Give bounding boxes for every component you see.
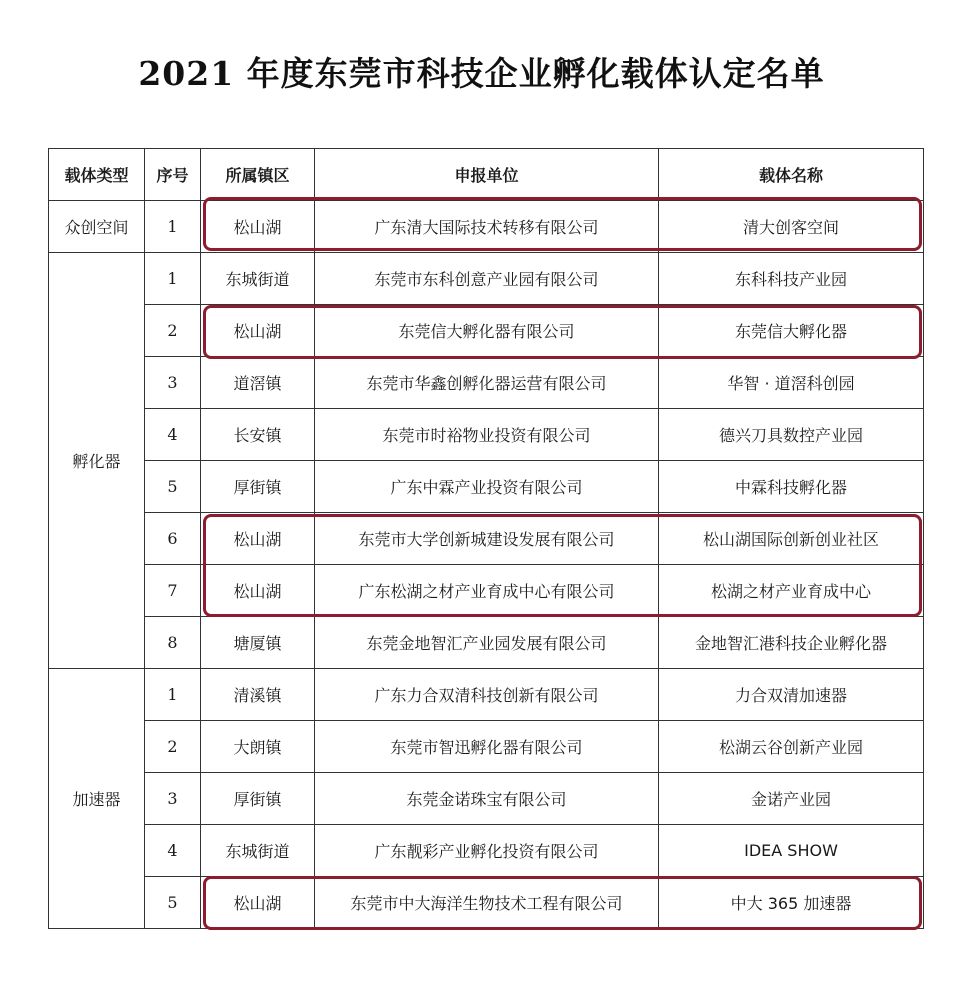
- serial-cell: 6: [145, 513, 201, 565]
- serial-cell: 7: [145, 565, 201, 617]
- table-row: [49, 669, 924, 721]
- carrier-name-cell: 中霖科技孵化器: [659, 461, 924, 513]
- carrier-name-cell: 松湖之材产业育成中心: [659, 565, 924, 617]
- table-row: [49, 409, 924, 461]
- unit-cell: 东莞信大孵化器有限公司: [315, 305, 659, 357]
- carrier-name-cell: 德兴刀具数控产业园: [659, 409, 924, 461]
- town-cell: 清溪镇: [201, 669, 315, 721]
- unit-cell: 东莞市中大海洋生物技术工程有限公司: [315, 877, 659, 929]
- table-row: [49, 513, 924, 565]
- unit-cell: 广东力合双清科技创新有限公司: [315, 669, 659, 721]
- town-cell: 长安镇: [201, 409, 315, 461]
- unit-cell: 东莞市大学创新城建设发展有限公司: [315, 513, 659, 565]
- serial-cell: 3: [145, 357, 201, 409]
- carrier-name-cell: IDEA SHOW: [659, 825, 924, 877]
- town-cell: 东城街道: [201, 253, 315, 305]
- unit-cell: 广东松湖之材产业育成中心有限公司: [315, 565, 659, 617]
- document-title: 2021 年度东莞市科技企业孵化载体认定名单: [138, 54, 825, 93]
- town-cell: 松山湖: [201, 201, 315, 253]
- unit-cell: 东莞市华鑫创孵化器运营有限公司: [315, 357, 659, 409]
- carrier-name-cell: 金地智汇港科技企业孵化器: [659, 617, 924, 669]
- serial-cell: 2: [145, 721, 201, 773]
- incubator-list-table: [48, 148, 924, 929]
- serial-cell: 1: [145, 669, 201, 721]
- group-type-cell: 加速器: [49, 669, 145, 929]
- serial-cell: 1: [145, 201, 201, 253]
- table-row: [49, 773, 924, 825]
- header-carrier-type: 载体类型: [49, 149, 145, 201]
- carrier-name-cell: 金诺产业园: [659, 773, 924, 825]
- serial-cell: 1: [145, 253, 201, 305]
- table-row: [49, 461, 924, 513]
- town-cell: 东城街道: [201, 825, 315, 877]
- carrier-name-cell: 华智 · 道滘科创园: [659, 357, 924, 409]
- town-cell: 道滘镇: [201, 357, 315, 409]
- table-header-row: [49, 149, 924, 201]
- town-cell: 厚街镇: [201, 773, 315, 825]
- table-row: [49, 253, 924, 305]
- unit-cell: 东莞市时裕物业投资有限公司: [315, 409, 659, 461]
- table-row: [49, 617, 924, 669]
- carrier-name-cell: 松湖云谷创新产业园: [659, 721, 924, 773]
- unit-cell: 广东中霖产业投资有限公司: [315, 461, 659, 513]
- table-row: [49, 825, 924, 877]
- serial-cell: 3: [145, 773, 201, 825]
- unit-cell: 东莞市智迅孵化器有限公司: [315, 721, 659, 773]
- unit-cell: 广东靓彩产业孵化投资有限公司: [315, 825, 659, 877]
- table-row: [49, 305, 924, 357]
- serial-cell: 4: [145, 409, 201, 461]
- carrier-name-cell: 松山湖国际创新创业社区: [659, 513, 924, 565]
- town-cell: 松山湖: [201, 565, 315, 617]
- carrier-name-cell: 东科科技产业园: [659, 253, 924, 305]
- town-cell: 松山湖: [201, 305, 315, 357]
- table-row: [49, 201, 924, 253]
- header-serial-number: 序号: [145, 149, 201, 201]
- header-carrier-name: 载体名称: [659, 149, 924, 201]
- unit-cell: 东莞金地智汇产业园发展有限公司: [315, 617, 659, 669]
- town-cell: 厚街镇: [201, 461, 315, 513]
- table-row: [49, 565, 924, 617]
- table-row: [49, 877, 924, 929]
- unit-cell: 东莞金诺珠宝有限公司: [315, 773, 659, 825]
- serial-cell: 2: [145, 305, 201, 357]
- town-cell: 大朗镇: [201, 721, 315, 773]
- town-cell: 塘厦镇: [201, 617, 315, 669]
- carrier-name-cell: 力合双清加速器: [659, 669, 924, 721]
- unit-cell: 广东清大国际技术转移有限公司: [315, 201, 659, 253]
- carrier-name-cell: 清大创客空间: [659, 201, 924, 253]
- town-cell: 松山湖: [201, 877, 315, 929]
- carrier-name-cell: 东莞信大孵化器: [659, 305, 924, 357]
- group-type-cell: 孵化器: [49, 253, 145, 669]
- group-type-cell: 众创空间: [49, 201, 145, 253]
- serial-cell: 8: [145, 617, 201, 669]
- serial-cell: 5: [145, 461, 201, 513]
- unit-cell: 东莞市东科创意产业园有限公司: [315, 253, 659, 305]
- header-town: 所属镇区: [201, 149, 315, 201]
- carrier-name-cell: 中大 365 加速器: [659, 877, 924, 929]
- header-applicant-unit: 申报单位: [315, 149, 659, 201]
- table-row: [49, 357, 924, 409]
- serial-cell: 4: [145, 825, 201, 877]
- serial-cell: 5: [145, 877, 201, 929]
- town-cell: 松山湖: [201, 513, 315, 565]
- table-row: [49, 721, 924, 773]
